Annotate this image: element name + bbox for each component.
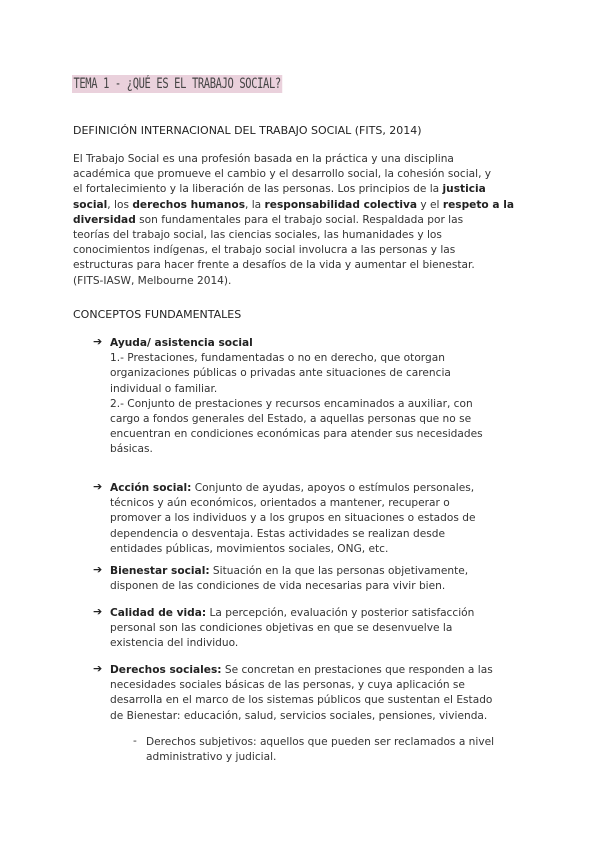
text-run: cargo a fondos generales del Estado, a aquellas personas que no se [110, 413, 472, 426]
text-line [73, 258, 514, 273]
text-line [110, 636, 474, 651]
text-run: académica que promueve el cambio y el desarrollo social, la cohesión social, y [73, 168, 492, 181]
text-run: 1.- Prestaciones, fundamentadas o no en derecho, que otorgan [110, 352, 445, 365]
concept-item [110, 336, 483, 458]
sub-item [146, 735, 494, 765]
text-line [73, 213, 514, 228]
bold-text: Bienestar social: [110, 565, 210, 577]
dash-bullet-icon: - [133, 735, 137, 747]
text-line [146, 735, 494, 750]
text-line [110, 511, 476, 526]
definition-paragraph [73, 152, 514, 289]
text-run: y el [417, 198, 443, 211]
text-run: Conjunto de ayudas, apoyos o estímulos personales, [191, 482, 475, 494]
text-run: técnicos y aún económicos, orientados a mantener, recuperar o [110, 497, 450, 510]
text-line [110, 606, 474, 621]
bold-text: Ayuda/ asistencia social [110, 337, 253, 349]
text-run: básicas. [110, 443, 153, 456]
text-run: personal son las condiciones objetivas en que se desenvuelve la [110, 622, 453, 635]
text-line [110, 527, 476, 542]
text-line [73, 274, 514, 289]
text-run: Se concretan en prestaciones que responden a las [221, 664, 493, 676]
bold-text: justicia [442, 183, 486, 196]
text-run: disponen de las condiciones de vida necesarias para vivir bien. [110, 580, 446, 593]
page-title: TEMA 1 - ¿QUÉ ES EL TRABAJO SOCIAL? [73, 76, 281, 92]
text-line [110, 564, 468, 579]
concept-item [110, 481, 476, 557]
text-line [73, 228, 514, 243]
bold-text: Acción social: [110, 482, 192, 494]
text-line [73, 152, 514, 167]
text-line [73, 182, 514, 197]
bold-text: diversidad [73, 213, 136, 226]
text-run: organizaciones públicas o privadas ante situaciones de carencia [110, 367, 451, 380]
text-run: 2.- Conjunto de prestaciones y recursos encaminados a auxiliar, con [110, 397, 473, 410]
text-run: , la [245, 198, 265, 211]
text-run: El Trabajo Social es una profesión basada en la práctica y una disciplina [73, 153, 454, 165]
definition-heading: DEFINICIÓN INTERNACIONAL DEL TRABAJO SOCIAL (FITS, 2014) [73, 124, 422, 137]
text-line [110, 693, 493, 708]
text-run: administrativo y judicial. [146, 751, 277, 764]
text-run: individual o familiar. [110, 382, 218, 395]
text-line [73, 167, 514, 182]
text-run: dependencia o desventaja. Estas actividades se realizan desde [110, 527, 445, 540]
text-line [110, 412, 483, 427]
text-run: desarrolla en el marco de los sistemas públicos que sustentan el Estado [110, 694, 493, 707]
text-line [110, 542, 476, 557]
text-run: el fortalecimiento y la liberación de las personas. Los principios de la [73, 183, 443, 196]
text-line [110, 621, 474, 636]
text-run: necesidades sociales básicas de las personas, y cuya aplicación se [110, 679, 465, 692]
text-line [73, 243, 514, 258]
bold-text: Derechos sociales: [110, 664, 222, 676]
text-run: promover a los individuos y a los grupos en situaciones o estados de [110, 512, 476, 525]
text-line [73, 198, 514, 213]
concepts-heading: CONCEPTOS FUNDAMENTALES [73, 308, 242, 321]
text-line [110, 678, 493, 693]
text-run: existencia del individuo. [110, 637, 239, 650]
arrow-bullet-icon: ➔ [93, 335, 103, 348]
text-run: Derechos subjetivos: aquellos que pueden ser reclamados a nivel [146, 736, 495, 748]
arrow-bullet-icon: ➔ [93, 662, 103, 675]
bold-text: responsabilidad colectiva [264, 198, 418, 211]
text-line [110, 579, 468, 594]
text-run: La percepción, evaluación y posterior satisfacción [206, 607, 475, 619]
text-line [110, 496, 476, 511]
text-line [110, 336, 483, 351]
text-run: (FITS-IASW, Melbourne 2014). [73, 274, 232, 287]
text-line [110, 397, 483, 412]
text-line [110, 382, 483, 397]
text-line [110, 709, 493, 724]
text-line [146, 750, 494, 765]
text-line [110, 427, 483, 442]
concept-item [110, 663, 493, 724]
arrow-bullet-icon: ➔ [93, 563, 103, 576]
text-run: encuentran en condiciones económicas para atender sus necesidades [110, 428, 483, 441]
bold-text: derechos humanos [132, 198, 245, 211]
text-run: Situación en la que las personas objetivamente, [209, 565, 469, 577]
arrow-bullet-icon: ➔ [93, 605, 103, 618]
text-run: teorías del trabajo social, las ciencias sociales, las humanidades y los [73, 229, 442, 242]
text-line [110, 663, 493, 678]
text-line [110, 351, 483, 366]
text-line [110, 481, 476, 496]
text-run: de Bienestar: educación, salud, servicios sociales, pensiones, vivienda. [110, 709, 488, 722]
text-run: conocimientos indígenas, el trabajo social involucra a las personas y las [73, 244, 456, 257]
text-run: , los [107, 198, 133, 211]
arrow-bullet-icon: ➔ [93, 480, 103, 493]
bold-text: respeto a la [442, 198, 514, 211]
text-line [110, 442, 483, 457]
text-line [110, 366, 483, 381]
text-run: estructuras para hacer frente a desafíos de la vida y aumentar el bienestar. [73, 259, 475, 272]
bold-text: social [73, 198, 108, 211]
concept-item [110, 564, 468, 594]
text-run: entidades públicas, movimientos sociales, ONG, etc. [110, 542, 389, 555]
concept-item [110, 606, 474, 652]
bold-text: Calidad de vida: [110, 607, 207, 619]
text-run: son fundamentales para el trabajo social. Respaldada por las [135, 213, 464, 226]
